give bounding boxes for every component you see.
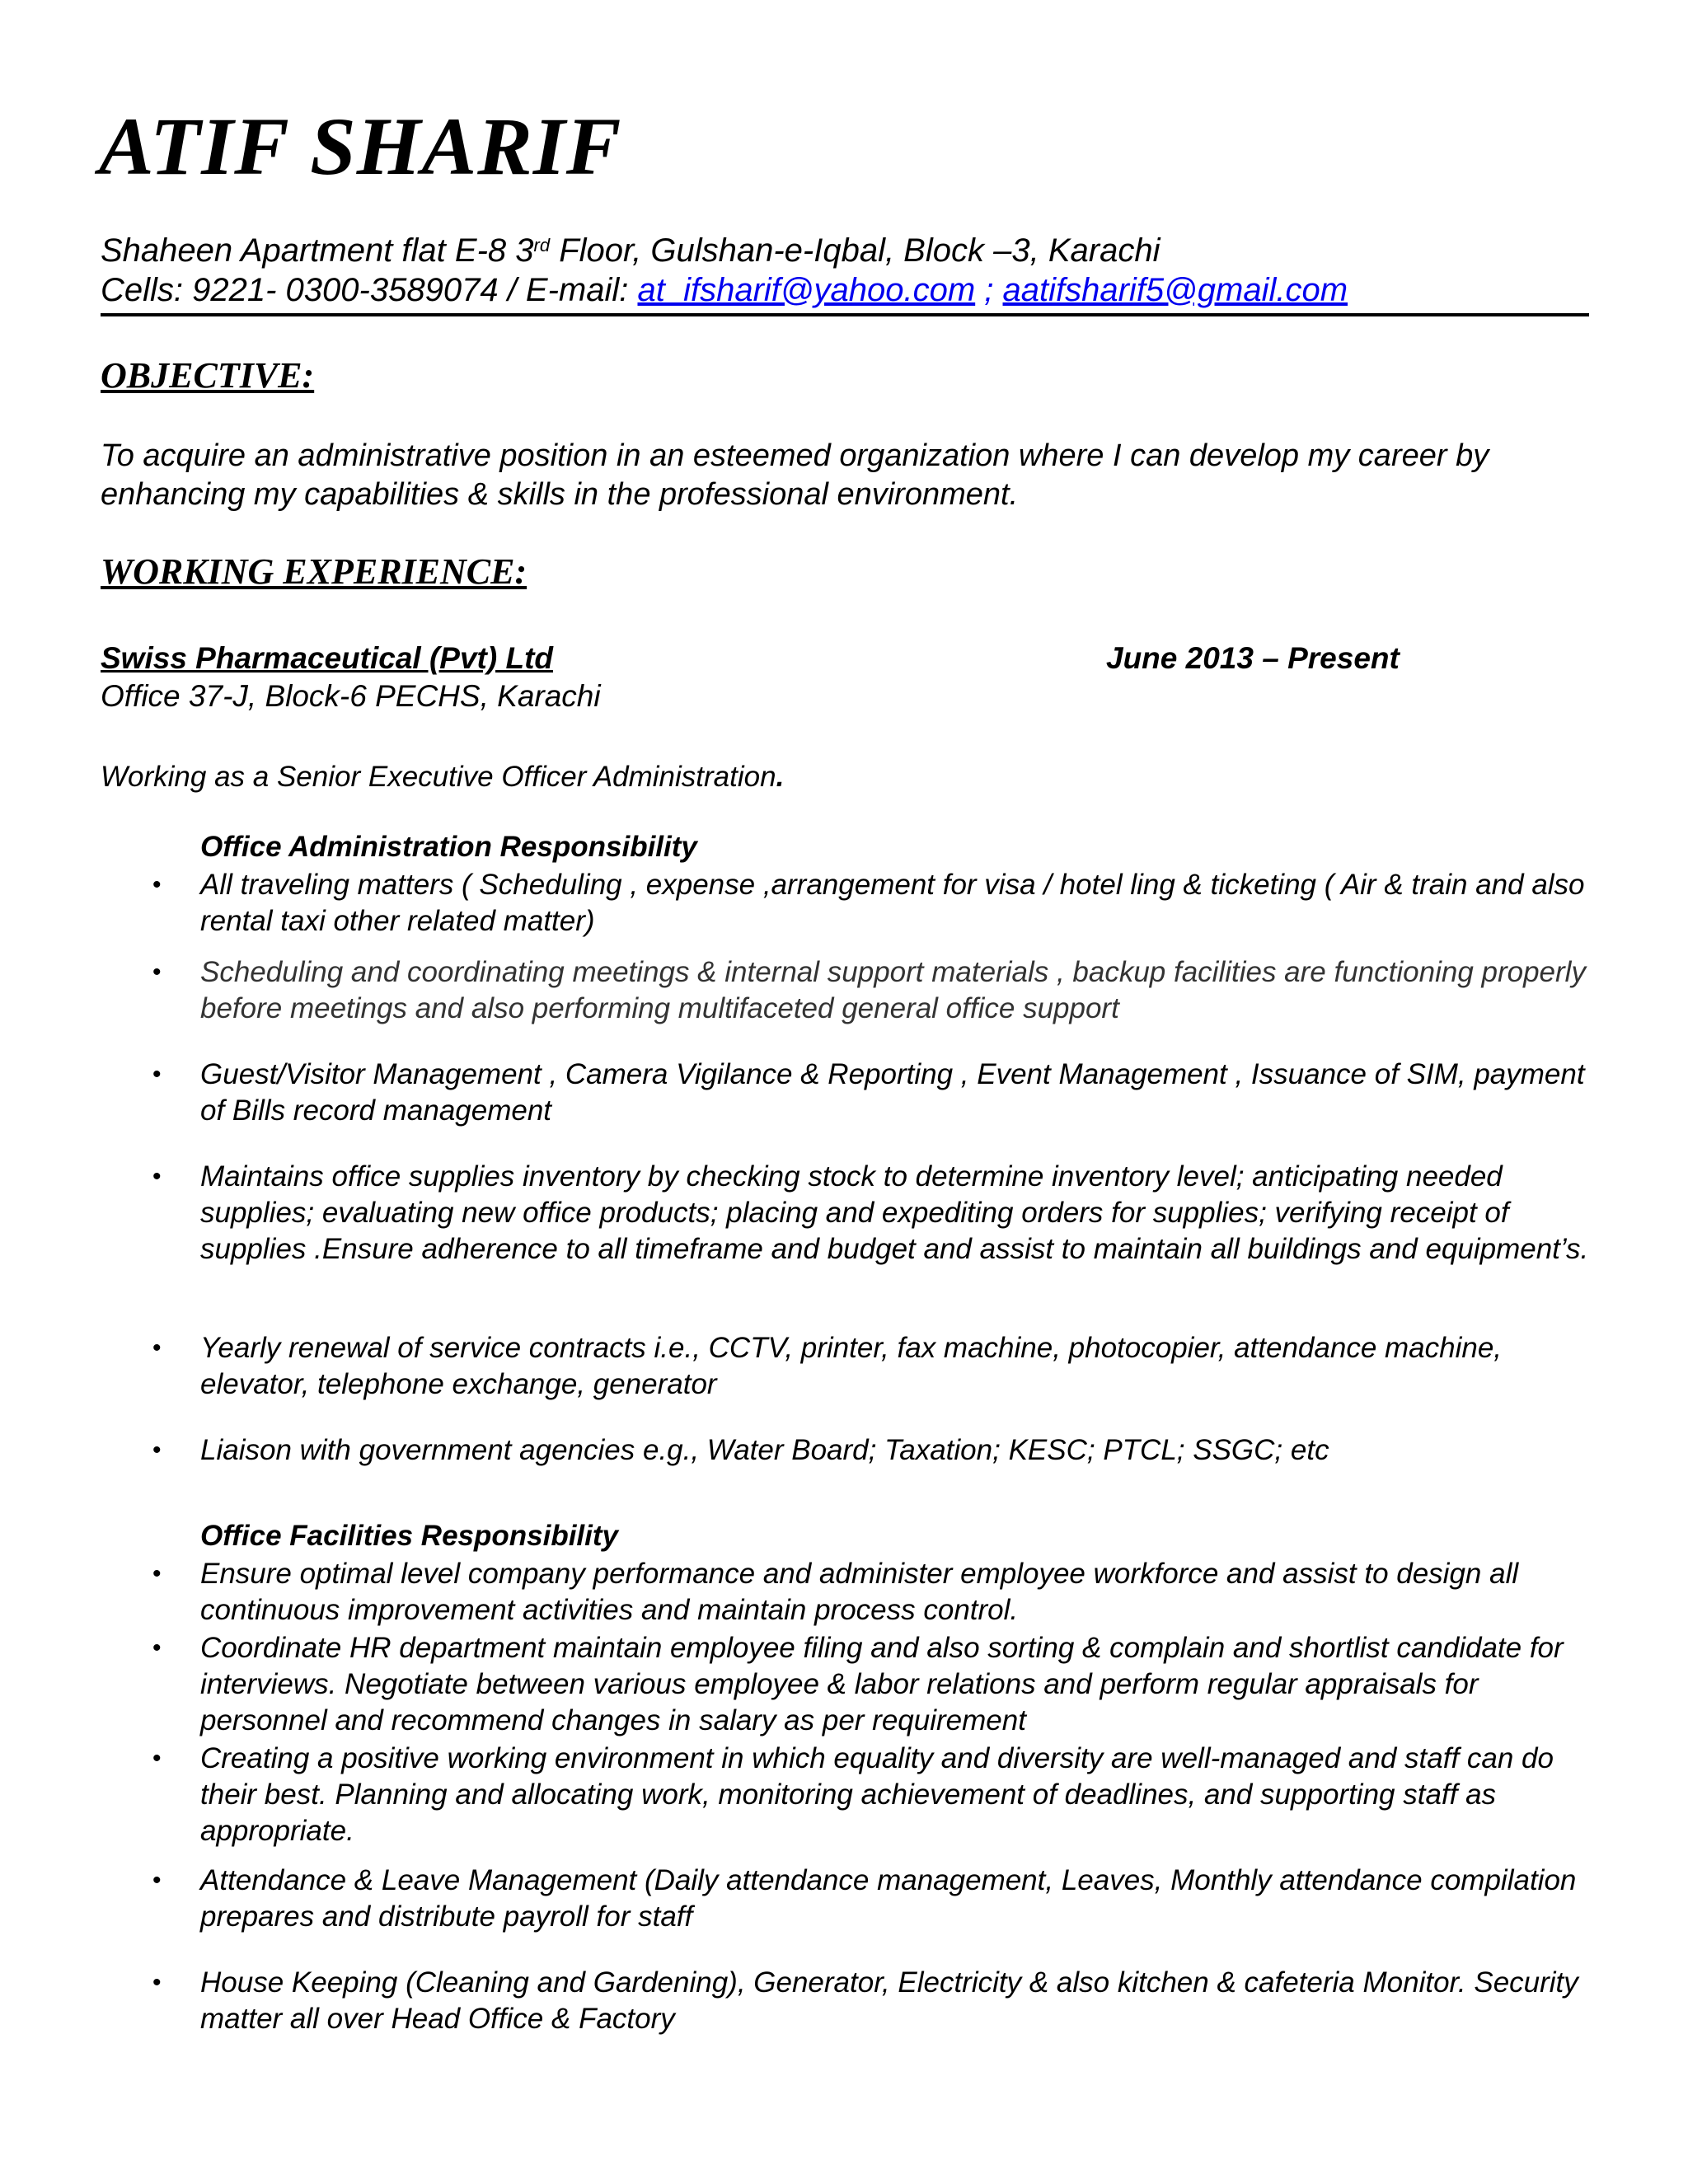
company-line	[101, 640, 1444, 677]
list-item	[152, 1159, 1593, 1268]
list-item	[152, 954, 1593, 1027]
email-link-gmail[interactable]: aatifsharif5@gmail.com	[1002, 272, 1348, 308]
candidate-name: ATIF SHARIF	[99, 101, 622, 192]
list-item-text: All traveling matters ( Scheduling , expense ,arrangement for visa / hotel ling & ticketing ( Air & train and also rental taxi other related matter)	[200, 869, 1585, 937]
role-text: Working as a Senior Executive Officer Administration	[101, 761, 776, 793]
list-item	[152, 1432, 1593, 1469]
bullet-icon: •	[152, 1745, 162, 1772]
address-part: Floor, Gulshan-e-Iqbal, Block –3, Karachi	[550, 232, 1160, 269]
office-address: Office 37-J, Block-6 PECHS, Karachi	[101, 679, 601, 713]
bullet-icon: •	[152, 958, 162, 986]
address-superscript: rd	[533, 235, 551, 255]
bullet-icon: •	[152, 1634, 162, 1661]
list-item	[152, 1965, 1593, 2037]
role-line	[101, 759, 784, 795]
bullet-icon: •	[152, 1969, 162, 1996]
list-item-text: House Keeping (Cleaning and Gardening), Generator, Electricity & also kitchen & cafeteria Monitor. Security matter all over Head Office & Factory	[200, 1966, 1578, 2035]
list-item-text: Scheduling and coordinating meetings & internal support materials , backup facilities are functioning properly before meetings and also performing multifaceted general office support	[200, 956, 1586, 1024]
bullet-icon: •	[152, 1436, 162, 1464]
objective-heading: OBJECTIVE:	[101, 355, 315, 396]
admin-responsibility-heading: Office Administration Responsibility	[200, 831, 697, 863]
list-item	[152, 1630, 1593, 1739]
company-name: Swiss Pharmaceutical (Pvt) Ltd	[101, 641, 554, 675]
list-item	[152, 1863, 1593, 1935]
list-item-text: Coordinate HR department maintain employee filing and also sorting & complain and shortlist candidate for interviews. Negotiate between various employee & labor relations and perform regular appraisals for personnel and recommend changes in salary as per requirement	[200, 1632, 1564, 1736]
bullet-icon: •	[152, 1163, 162, 1190]
email-separator: ;	[975, 272, 1003, 308]
contact-line	[101, 270, 1348, 310]
list-item-text: Yearly renewal of service contracts i.e., CCTV, printer, fax machine, photocopier, attendance machine, elevator, telephone exchange, generator	[200, 1332, 1503, 1400]
list-item-text: Attendance & Leave Management (Daily attendance management, Leaves, Monthly attendance compilation prepares and distribute payroll for staff	[200, 1864, 1577, 1933]
email-link-yahoo[interactable]: at_ifsharif@yahoo.com	[637, 272, 976, 308]
list-item	[152, 1057, 1593, 1129]
experience-heading: WORKING EXPERIENCE:	[101, 551, 528, 592]
list-item	[152, 1330, 1593, 1403]
list-item	[152, 1741, 1593, 1849]
header-divider	[101, 313, 1589, 316]
list-item-text: Liaison with government agencies e.g., Water Board; Taxation; KESC; PTCL; SSGC; etc	[200, 1434, 1329, 1466]
employment-dates: June 2013 – Present	[1106, 641, 1400, 675]
address-line	[101, 231, 1160, 270]
list-item-text: Ensure optimal level company performance and administer employee workforce and assist to design all continuous improvement activities and maintain process control.	[200, 1558, 1519, 1626]
bullet-icon: •	[152, 1560, 162, 1587]
role-period: .	[776, 761, 785, 793]
facilities-responsibility-heading: Office Facilities Responsibility	[200, 1520, 619, 1552]
bullet-icon: •	[152, 1061, 162, 1088]
bullet-icon: •	[152, 1334, 162, 1361]
bullet-icon: •	[152, 871, 162, 898]
list-item-text: Maintains office supplies inventory by checking stock to determine inventory level; anticipating needed supplies; evaluating new office products; placing and expediting orders for supplies; verifying receipt of supplies .Ensure adherence to all timeframe and budget and assist to maintain all buildings and equipment’s.	[200, 1160, 1589, 1265]
objective-text: To acquire an administrative position in an esteemed organization where I can develop my career by enhancing my capabilities & skills in the professional environment.	[101, 438, 1489, 512]
bullet-icon: •	[152, 1867, 162, 1894]
list-item	[152, 867, 1593, 940]
phone-text: Cells: 9221- 0300-3589074 / E-mail:	[101, 272, 638, 308]
list-item-text: Creating a positive working environment in which equality and diversity are well-managed and staff can do their best. Planning and allocating work, monitoring achievement of deadlines, and supporting staff as appropriate.	[200, 1742, 1554, 1847]
address-part: Shaheen Apartment flat E-8 3	[101, 232, 534, 269]
list-item	[152, 1556, 1593, 1629]
list-item-text: Guest/Visitor Management , Camera Vigilance & Reporting , Event Management , Issuance of SIM, payment of Bills record management	[200, 1058, 1585, 1127]
